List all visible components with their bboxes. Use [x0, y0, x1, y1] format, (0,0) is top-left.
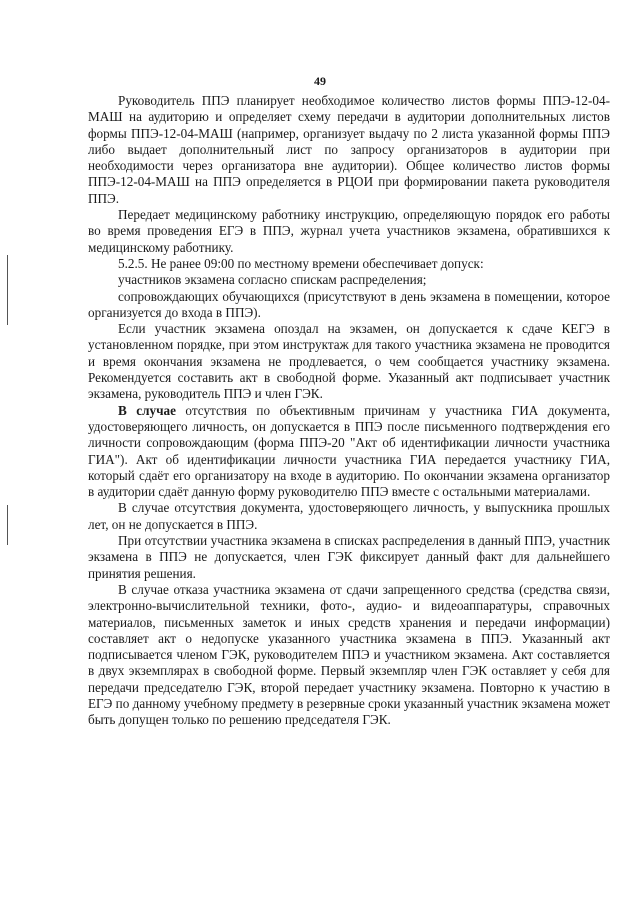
document-body [88, 93, 610, 729]
paragraph: В случае отказа участника экзамена от сдачи запрещенного средства (средства связи, электронно-вычислительной техники, фото-, аудио- и видеоаппаратуры, справочных материалов, письменных заметок и иных средств хранения и передачи информации) составляет акт о недопуске указанного участника экзамена в ППЭ. Указанный акт подписывается членом ГЭК, руководителем ППЭ и участником экзамена. Акт составляется в двух экземплярах в свободной форме. Первый экземпляр член ГЭК оставляет у себя для передачи председателю ГЭК, второй передает участнику экзамена. Повторно к участию в ЕГЭ по данному учебному предмету в резервные сроки указанный участник экзамена может быть допущен только по решению председателя ГЭК. [88, 581, 610, 728]
paragraph-lead: В случае [118, 402, 176, 418]
paragraph: В случае отсутствия документа, удостоверяющего личность, у выпускника прошлых лет, он не допускается в ППЭ. [88, 500, 610, 532]
scan-edge-mark [7, 255, 8, 325]
paragraph: 5.2.5. Не ранее 09:00 по местному времени обеспечивает допуск: [118, 255, 484, 271]
paragraph: сопровождающих обучающихся (присутствуют в день экзамена в помещении, которое организуется до входа в ППЭ). [88, 288, 610, 320]
paragraph: Если участник экзамена опоздал на экзамен, он допускается к сдаче КЕГЭ в установленном порядке, при этом инструктаж для такого участника экзамена не проводится и время окончания экзамена не продлевается, о чем сообщается участнику экзамена. Рекомендуется составить акт в свободной форме. Указанный акт подписывает участник экзамена, руководитель ППЭ и член ГЭК. [88, 321, 610, 402]
scan-edge-mark [7, 505, 8, 545]
paragraph: При отсутствии участника экзамена в списках распределения в данный ППЭ, участник экзамена в ППЭ не допускается, член ГЭК фиксирует данный факт для дальнейшего принятия решения. [88, 533, 610, 581]
paragraph-text: отсутствия по объективным причинам у участника ГИА документа, удостоверяющего личность, он допускается в ППЭ после письменного подтверждения его личности сопровождающим (форма ППЭ-20 "Акт об идентификации личности участника ГИА"). Акт об идентификации личности участника ГИА передается участнику ГИА, который сдаёт его организатору на входе в аудиторию. По окончании экзамена организатор в аудитории сдаёт данную форму руководителю ППЭ вместе с остальными материалами. [88, 402, 610, 500]
paragraph: Передает медицинскому работнику инструкцию, определяющую порядок его работы во время проведения ЕГЭ в ППЭ, журнал учета участников экзамена, обратившихся к медицинскому работнику. [88, 207, 610, 255]
paragraph: участников экзамена согласно спискам распределения; [118, 272, 427, 288]
paragraph [88, 403, 610, 501]
page-number: 49 [314, 74, 326, 88]
paragraph: Руководитель ППЭ планирует необходимое количество листов формы ППЭ-12-04-МАШ на аудиторию и определяет схему передачи в аудитории дополнительных листов формы ППЭ-12-04-МАШ (например, организует выдачу по 2 листа указанной формы ППЭ либо выдает дополнительный лист по запросу организаторов в аудитории при необходимости через организатора вне аудитории). Общее количество листов формы ППЭ-12-04-МАШ на ППЭ определяется в РЦОИ при формировании пакета руководителя ППЭ. [88, 93, 610, 206]
